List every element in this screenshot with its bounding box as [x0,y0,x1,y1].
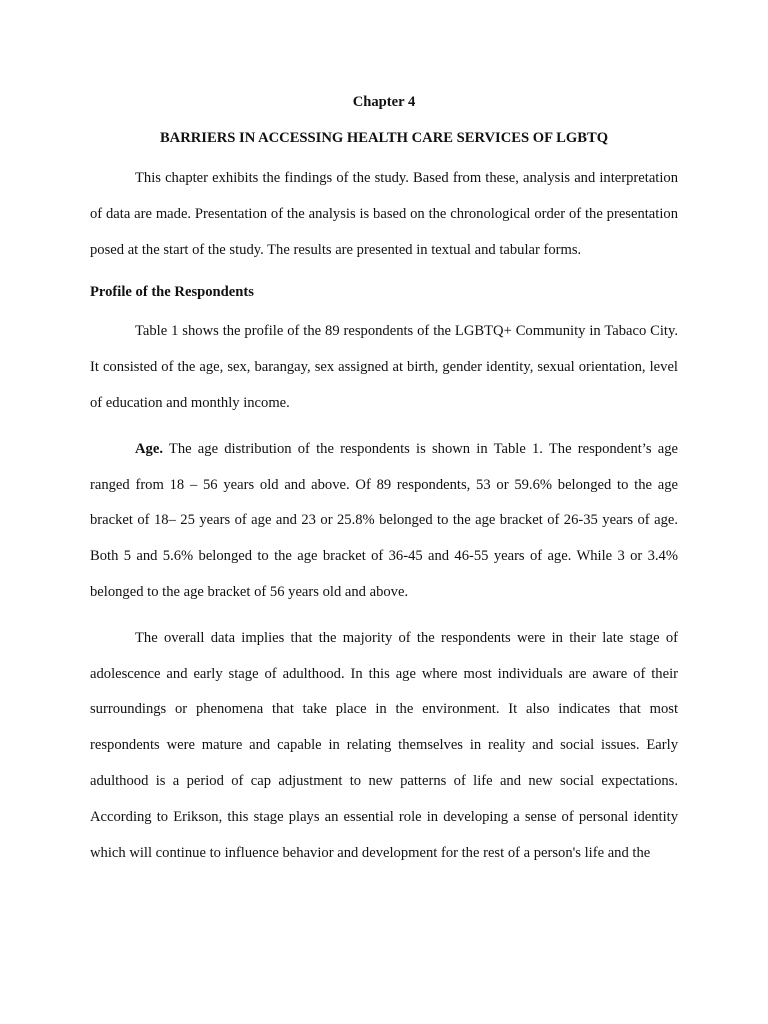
age-run-in-heading: Age. [135,440,163,457]
age-paragraph-text: The age distribution of the respondents is shown in Table 1. The respondent’s age ranged from 18 – 56 years old and above. Of 89 respondents, 53 or 59.6% belonged to the age bracket of 18– 25 years of age and 23 or 25.8% belonged to the age bracket of 26-35 years of age. Both 5 and 5.6% belonged to the age bracket of 36-45 and 46-55 years of age. While 3 or 3.4% belonged to the age bracket of 56 years old and above. [90,440,678,600]
chapter-title: BARRIERS IN ACCESSING HEALTH CARE SERVICES OF LGBTQ [159,130,609,146]
overall-paragraph: The overall data implies that the majority of the respondents were in their late stage of adolescence and early stage of adulthood. In this age where most individuals are aware of their surroundings or phenomena that take place in the environment. It also indicates that most respondents were mature and capable in relating themselves in reality and social issues. Early adulthood is a period of cap adjustment to new patterns of life and new social expectations. According to Erikson, this stage plays an essential role in developing a sense of personal identity which will continue to influence behavior and development for the rest of a person's life and the [90,629,678,861]
section-heading: Profile of the Respondents [90,284,254,301]
chapter-heading: Chapter 4 [352,94,416,110]
intro-paragraph: This chapter exhibits the findings of the study. Based from these, analysis and interpretation of data are made. Presentation of the analysis is based on the chronological order of the presentation posed at the start of the study. The results are presented in textual and tabular forms. [90,170,678,258]
age-paragraph [90,432,678,611]
profile-paragraph: Table 1 shows the profile of the 89 respondents of the LGBTQ+ Community in Tabaco City. It consisted of the age, sex, barangay, sex assigned at birth, gender identity, sexual orientation, level of education and monthly income. [90,323,678,411]
document-page [90,90,678,871]
